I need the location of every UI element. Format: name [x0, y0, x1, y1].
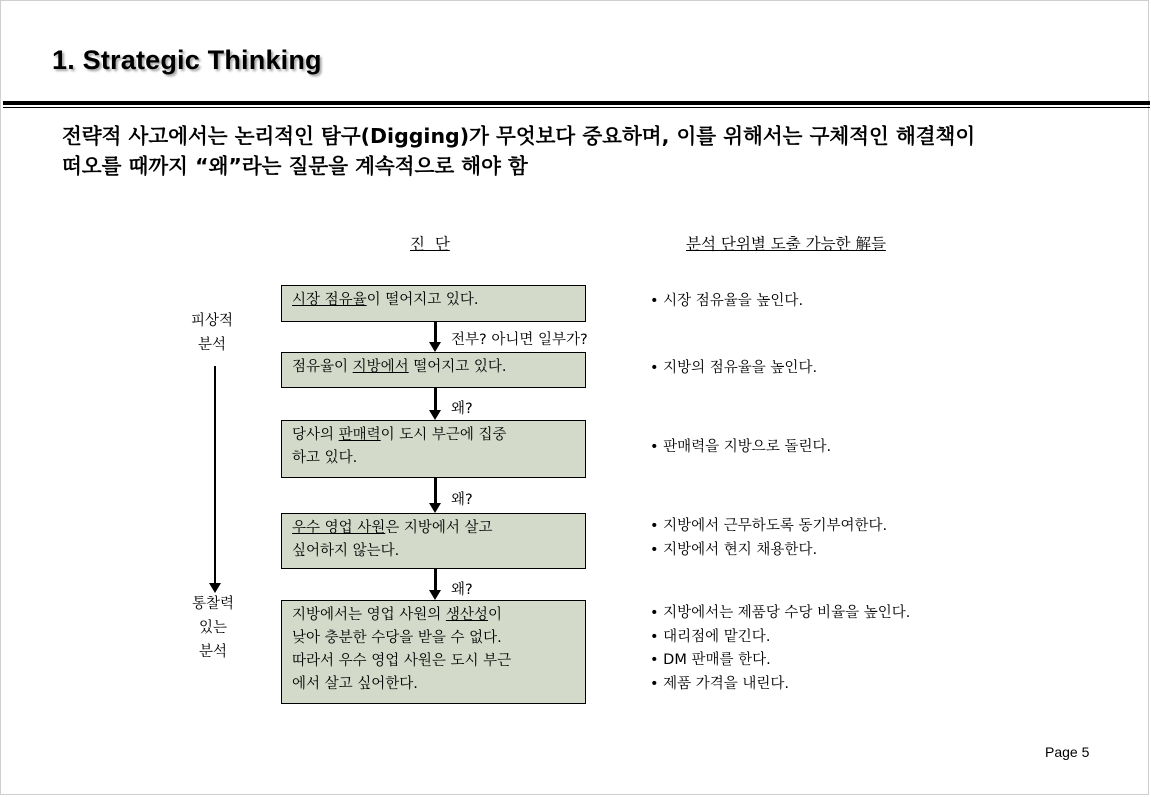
side-label-superficial [182, 309, 242, 357]
solution-item: • 대리점에 맡긴다. [650, 628, 771, 645]
arrow-head-3 [429, 503, 441, 513]
diagnosis-box-4 [281, 513, 586, 569]
intro-line-1: 전략적 사고에서는 논리적인 탐구(Digging)가 무엇보다 중요하며, 이를 위해서는 구체적인 해결책이 [62, 124, 976, 148]
slide-title: 1. Strategic Thinking [52, 45, 322, 75]
solution-item: • 판매력을 지방으로 돌린다. [650, 439, 832, 455]
diagnosis-box-3 [281, 420, 586, 478]
box-text: 낮아 충분한 수당을 받을 수 없다. [292, 630, 502, 646]
key-term: 생산성 [445, 607, 488, 623]
solution-group-2 [650, 357, 817, 381]
side-bottom-line-3: 분석 [198, 644, 227, 660]
arrow-shaft-1 [434, 322, 437, 342]
diagnosis-box-5 [281, 600, 586, 704]
solution-item: • 시장 점유율을 높인다. [650, 293, 804, 309]
question-4: 왜? [451, 582, 473, 598]
diagnosis-box-2 [281, 352, 586, 388]
arrow-head-2 [429, 410, 441, 420]
question-1: 전부? 아니면 일부가? [451, 332, 588, 348]
key-term: 지방에서 [352, 359, 409, 375]
arrow-head-4 [429, 590, 441, 600]
arrow-shaft-4 [434, 569, 437, 590]
intro-line-2: 떠오를 때까지 “왜”라는 질문을 계속적으로 해야 함 [62, 154, 528, 178]
solution-item: • 지방에서는 제품당 수당 비율을 높인다. [650, 605, 911, 621]
box-text: 점유율이 [292, 359, 353, 375]
key-term: 판매력 [338, 427, 381, 443]
solution-group-4 [650, 515, 887, 562]
intro-text [62, 121, 1122, 181]
solution-item: • 지방에서 현지 채용한다. [650, 541, 818, 558]
title-rule-thin [3, 107, 1150, 108]
solution-item: • 지방에서 근무하도록 동기부여한다. [650, 518, 888, 534]
box-text: 은 지방에서 살고 [385, 520, 493, 536]
diagnosis-box-1 [281, 285, 586, 322]
solutions-header: 분석 단위별 도출 가능한 解들 [686, 235, 886, 253]
solution-item: • 지방의 점유율을 높인다. [650, 360, 818, 376]
side-label-insightful [183, 592, 243, 664]
solution-item: • 제품 가격을 내린다. [650, 675, 790, 692]
arrow-head-1 [429, 342, 441, 352]
solution-group-5 [650, 602, 910, 696]
question-3: 왜? [451, 492, 473, 508]
box-text: 이 떨어지고 있다. [366, 292, 479, 308]
page-number: Page 5 [1045, 744, 1090, 760]
key-term: 시장 점유율 [292, 292, 367, 308]
arrow-shaft-2 [434, 388, 437, 410]
box-text: 이 [487, 607, 502, 623]
title-rule-thick [3, 101, 1150, 105]
diagnosis-header: 진 단 [410, 235, 450, 253]
side-arrow-line [214, 366, 216, 584]
box-text: 이 도시 부근에 집중 [380, 427, 507, 443]
box-text: 하고 있다. [292, 450, 358, 466]
solution-group-3 [650, 436, 831, 460]
arrow-shaft-3 [434, 478, 437, 503]
side-bottom-line-1: 통찰력 [191, 596, 235, 612]
side-top-line-2: 분석 [197, 337, 226, 353]
box-text: 지방에서는 영업 사원의 [292, 607, 446, 623]
solution-item: • DM 판매를 한다. [650, 652, 771, 668]
side-top-line-1: 피상적 [190, 313, 234, 329]
box-text: 당사의 [292, 427, 339, 443]
box-text: 따라서 우수 영업 사원은 도시 부근 [292, 653, 512, 669]
box-text: 싶어하지 않는다. [292, 543, 400, 559]
solution-group-1 [650, 290, 803, 314]
key-term: 우수 영업 사원 [292, 520, 386, 536]
question-2: 왜? [451, 401, 473, 417]
box-text: 에서 살고 싶어한다. [292, 676, 418, 692]
side-bottom-line-2: 있는 [198, 620, 227, 636]
box-text: 떨어지고 있다. [408, 359, 507, 375]
